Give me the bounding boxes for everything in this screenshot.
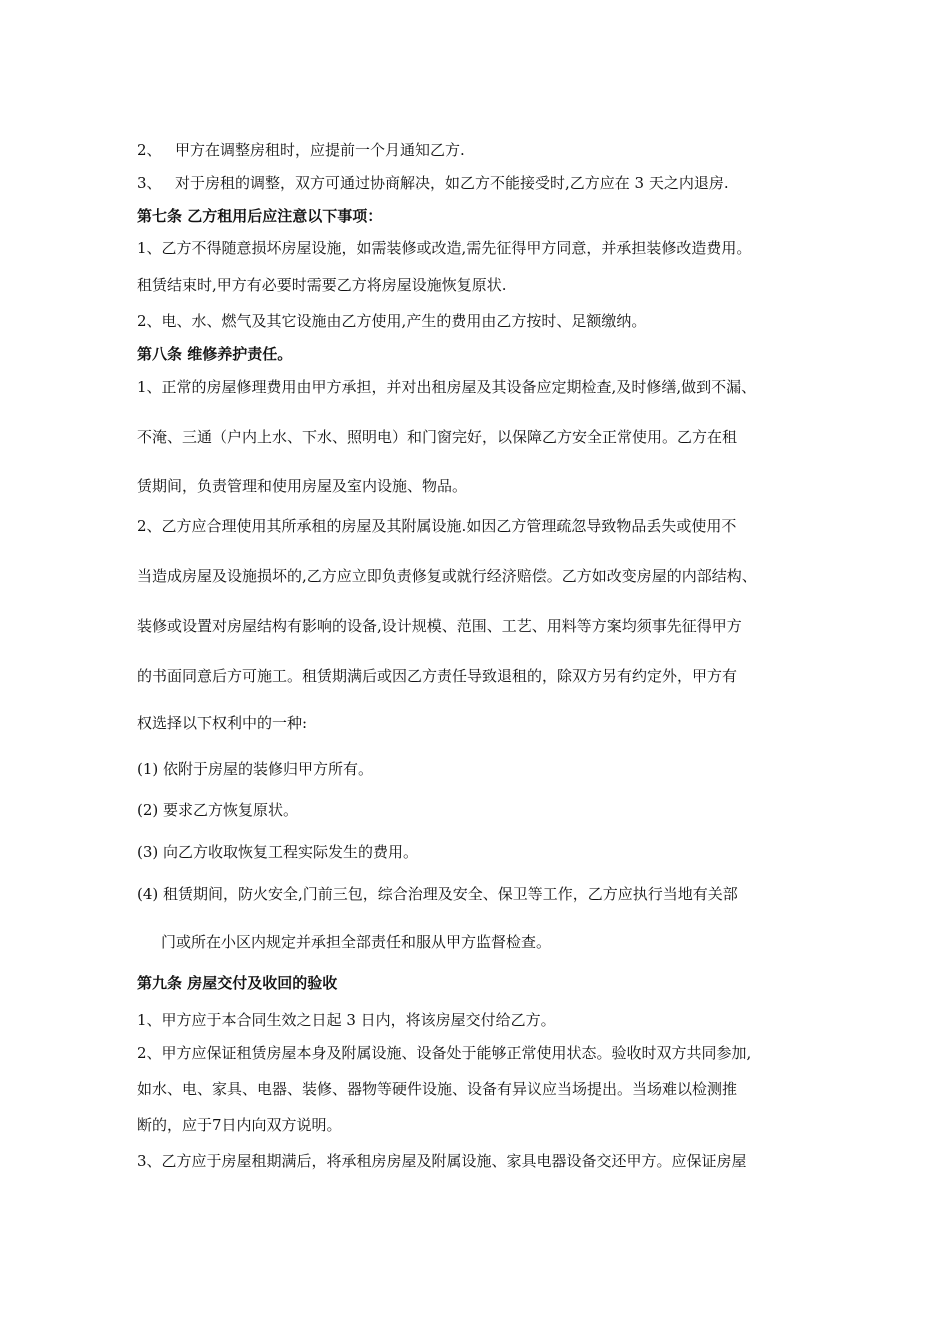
section6-item3 (137, 173, 729, 193)
section9-p2-line2: 如水、电、家具、电器、装修、器物等硬件设施、设备有异议应当场提出。当场难以检测推 (137, 1080, 738, 1098)
section7-heading: 第七条 乙方租用后应注意以下事项： (137, 207, 383, 225)
item-number: 3、 (137, 174, 162, 192)
section7-p1-line2: 租赁结束时,甲方有必要时需要乙方将房屋设施恢复原状. (137, 276, 507, 294)
section8-option-3: (3) 向乙方收取恢复工程实际发生的费用。 (137, 843, 419, 861)
section8-p2-line2: 当造成房屋及设施损坏的,乙方应立即负责修复或就行经济赔偿。乙方如改变房屋的内部结构、 (137, 567, 757, 585)
section8-p1-line1: 1、正常的房屋修理费用由甲方承担，并对出租房屋及其设备应定期检查,及时修缮,做到不漏、 (137, 378, 757, 396)
section9-heading: 第九条 房屋交付及收回的验收 (137, 974, 338, 992)
section7-p2: 2、电、水、燃气及其它设施由乙方使用,产生的费用由乙方按时、足额缴纳。 (137, 312, 647, 330)
item-text: 对于房租的调整，双方可通过协商解决，如乙方不能接受时,乙方应在 3 天之内退房. (175, 174, 729, 192)
section6-item2 (137, 140, 465, 160)
section8-option-4-line1: (4) 租赁期间，防火安全,门前三包，综合治理及安全、保卫等工作，乙方应执行当地有关部 (137, 885, 738, 903)
section8-option-4-line2: 门或所在小区内规定并承担全部责任和服从甲方监督检查。 (161, 933, 552, 951)
section8-p2-line3: 装修或设置对房屋结构有影响的设备,设计规模、范围、工艺、用料等方案均须事先征得甲方 (137, 617, 742, 635)
section8-p2-line1: 2、乙方应合理使用其所承租的房屋及其附属设施.如因乙方管理疏忽导致物品丢失或使用不 (137, 517, 737, 535)
section9-p3-line1: 3、乙方应于房屋租期满后，将承租房房屋及附属设施、家具电器设备交还甲方。应保证房屋 (137, 1152, 747, 1170)
section8-option-1: (1) 依附于房屋的装修归甲方所有。 (137, 760, 374, 778)
section9-p2-line1: 2、甲方应保证租赁房屋本身及附属设施、设备处于能够正常使用状态。验收时双方共同参加, (137, 1044, 752, 1062)
section9-p1: 1、甲方应于本合同生效之日起 3 日内，将该房屋交付给乙方。 (137, 1011, 556, 1029)
section8-heading: 第八条 维修养护责任。 (137, 345, 293, 363)
section8-p1-line2: 不淹、三通（户内上水、下水、照明电）和门窗完好，以保障乙方安全正常使用。乙方在租 (137, 428, 738, 446)
section8-p2-line4: 的书面同意后方可施工。租赁期满后或因乙方责任导致退租的，除双方另有约定外，甲方有 (137, 667, 738, 685)
section7-p1-line1: 1、乙方不得随意损坏房屋设施，如需装修或改造,需先征得甲方同意，并承担装修改造费用。 (137, 239, 752, 257)
section8-option-2: (2) 要求乙方恢复原状。 (137, 801, 299, 819)
section8-p1-line3: 赁期间，负责管理和使用房屋及室内设施、物品。 (137, 477, 468, 495)
item-number: 2、 (137, 141, 162, 159)
section9-p2-line3: 断的，应于7日内向双方说明。 (137, 1116, 342, 1134)
item-text: 甲方在调整房租时，应提前一个月通知乙方. (175, 141, 465, 159)
section8-p2-line5: 权选择以下权利中的一种: (137, 714, 308, 732)
